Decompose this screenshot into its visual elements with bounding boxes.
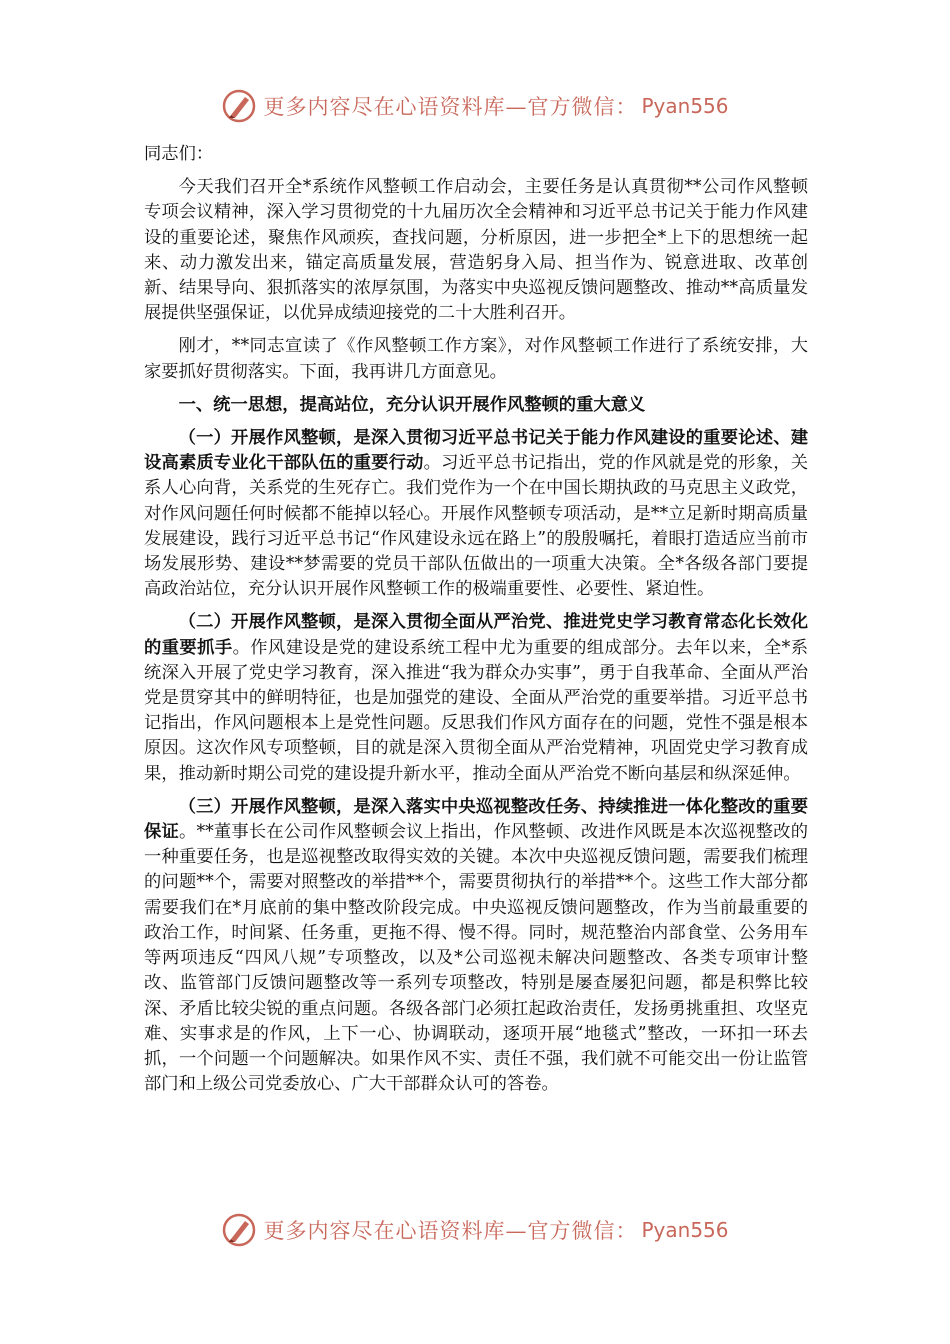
paragraph-point-2 xyxy=(144,610,808,786)
point-3-lead: （三）开展作风整顿，是深入落实中央巡视整改任务、持续推进一体化整改的重要保证 xyxy=(144,796,808,843)
section-heading-1: 一、统一思想，提高站位，充分认识开展作风整顿的重大意义 xyxy=(178,394,646,415)
salutation: 同志们： xyxy=(144,144,214,164)
watermark-wechat-id: Pyan556 xyxy=(641,1218,729,1242)
paragraph-point-1 xyxy=(144,426,808,602)
point-2-lead: （二）开展作风整顿，是深入贯彻全面从严治党、推进党史学习教育常态化长效化的重要抓手 xyxy=(144,612,808,658)
point-3-body: 。**董事长在公司作风整顿会议上指出，作风整顿、改进作风既是本次巡视整改的一种重要任务，也是巡视整改取得实效的关键。本次中央巡视反馈问题，需要我们梳理的问题**个，需要对照整改的举措**个，需要贯彻执行的举措**个。这些工作大部分都需要我们在*月底前的集中整改阶段完成。中央巡视反馈问题整改，作为当前最重要的政治工作，时间紧、任务重，更拖不得、慢不得。同时，规范整治内部食堂、公务用车等两项违反“四风八规”专项整改，以及*公司巡视未解决问题整改、各类专项审计整改、监管部门反馈问题整改等一系列专项整改，特别是屡查屡犯问题，都是积弊比较深、矛盾比较尖锐的重点问题。各级各部门必须扛起政治责任，发扬勇挑重担、攻坚克难、实事求是的作风，上下一心、协调联动，逐项开展“地毯式”整改，一环扣一环去抓，一个问题一个问题解决。如果作风不实、责任不强，我们就不可能交出一份让监管部门和上级公司党委放心、广大干部群众认可的答卷。 xyxy=(144,822,808,1095)
point-1-body: 。习近平总书记指出，党的作风就是党的形象，关系人心向背，关系党的生死存亡。我们党作为一个在中国长期执政的马克思主义政党，对作风问题任何时候都不能掉以轻心。开展作风整顿专项活动，是**立足新时期高质量发展建设，践行习近平总书记“作风建设永远在路上”的殷殷嘱托，着眼打造适应当前市场发展形势、建设**梦需要的党员干部队伍做出的一项重大决策。全*各级各部门要提高政治站位，充分认识开展作风整顿工作的极端重要性、必要性、紧迫性。 xyxy=(144,453,808,600)
paragraph-point-3 xyxy=(144,795,808,1097)
watermark-text: 更多内容尽在心语资料库—官方微信： xyxy=(263,95,638,119)
watermark-text: 更多内容尽在心语资料库—官方微信： xyxy=(263,1219,638,1243)
point-2-body: 。作风建设是党的建设系统工程中尤为重要的组成部分。去年以来，全*系统深入开展了党史学习教育，深入推进“我为群众办实事”，勇于自我革命、全面从严治党是贯穿其中的鲜明特征，也是加强党的建设、全面从严治党的重要举措。习近平总书记指出，作风问题根本上是党性问题。反思我们作风方面存在的问题，党性不强是根本原因。这次作风专项整顿，目的就是深入贯彻全面从严治党精神，巩固党史学习教育成果，推动新时期公司党的建设提升新水平，推动全面从严治党不断向基层和纵深延伸。 xyxy=(144,637,808,784)
paragraph-arrangement: 刚才，**同志宣读了《作风整顿工作方案》，对作风整顿工作进行了系统安排，大家要抓好贯彻落实。下面，我再讲几方面意见。 xyxy=(144,336,808,382)
watermark-banner-top xyxy=(0,84,950,128)
paragraph-intro: 今天我们召开全*系统作风整顿工作启动会，主要任务是认真贯彻**公司作风整顿专项会议精神，深入学习贯彻党的十九届历次全会精神和习近平总书记关于能力作风建设的重要论述，聚焦作风顽疾，查找问题，分析原因，进一步把全*上下的思想统一起来、动力激发出来，锚定高质量发展，营造躬身入局、担当作为、锐意进取、改革创新、结果导向、狠抓落实的浓厚氛围，为落实中央巡视反馈问题整改、推动**高质量发展提供坚强保证，以优异成绩迎接党的二十大胜利召开。 xyxy=(144,177,808,324)
pen-logo-icon xyxy=(221,1212,257,1248)
pen-logo-icon xyxy=(221,88,257,124)
watermark-banner-bottom xyxy=(0,1208,950,1252)
point-1-lead: （一）开展作风整顿，是深入贯彻习近平总书记关于能力作风建设的重要论述、建设高素质专业化干部队伍的重要行动 xyxy=(144,428,808,474)
watermark-wechat-id: Pyan556 xyxy=(641,94,729,118)
document-body xyxy=(144,142,808,1105)
